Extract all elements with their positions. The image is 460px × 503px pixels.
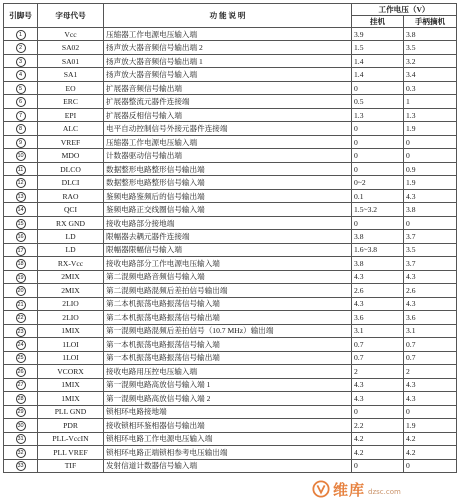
table-row <box>4 162 457 175</box>
symbol-column-header: 字母代号 <box>38 4 104 28</box>
handset-voltage-cell: 4.2 <box>404 446 457 459</box>
symbol-cell: TIF <box>38 459 104 473</box>
pin-number: 1 <box>16 30 26 40</box>
pin-number-cell <box>4 392 38 405</box>
table-row <box>4 338 457 351</box>
pin-number: 31 <box>17 436 24 443</box>
handset-voltage-cell: 1 <box>404 95 457 108</box>
handset-voltage-cell: 4.3 <box>404 378 457 391</box>
function-cell: 数据整形电路整形信号输入端 <box>104 176 352 189</box>
standby-voltage-cell: 0 <box>352 149 404 162</box>
symbol-cell: 1LOI <box>38 351 104 364</box>
pin-number: 28 <box>17 395 24 402</box>
pin-number: 32 <box>17 449 24 456</box>
table-row <box>4 405 457 418</box>
table-row <box>4 419 457 432</box>
pin-number-cell <box>4 324 38 337</box>
symbol-cell: 1MIX <box>38 392 104 405</box>
table-row <box>4 81 457 94</box>
standby-voltage-cell: 1.3 <box>352 108 404 121</box>
symbol-cell: ERC <box>38 95 104 108</box>
pin-number-cell <box>4 162 38 175</box>
symbol-cell: SA02 <box>38 41 104 54</box>
pin-number: 30 <box>17 422 24 429</box>
handset-subheader: 手柄摘机 <box>404 16 457 28</box>
pin-number-cell <box>4 297 38 310</box>
symbol-cell: SA1 <box>38 68 104 81</box>
pin-number-cell <box>4 432 38 445</box>
handset-voltage-cell: 3.5 <box>404 41 457 54</box>
handset-voltage-cell: 3.8 <box>404 203 457 216</box>
table-row <box>4 378 457 391</box>
function-column-header: 功 能 说 明 <box>104 4 352 28</box>
table-row <box>4 297 457 310</box>
standby-voltage-cell: 1.6~3.8 <box>352 243 404 256</box>
pin-number-cell <box>4 446 38 459</box>
pin-number: 24 <box>17 342 24 348</box>
table-row <box>4 108 457 121</box>
function-cell: 扬声放大器音频信号输入端 <box>104 68 352 81</box>
table-row <box>4 392 457 405</box>
function-cell: 限幅器限幅信号输入端 <box>104 243 352 256</box>
pin-number-cell <box>4 108 38 121</box>
handset-voltage-cell: 3.1 <box>404 324 457 337</box>
handset-voltage-cell: 0 <box>404 149 457 162</box>
table-row <box>4 149 457 162</box>
symbol-cell: LD <box>38 243 104 256</box>
pin-number-cell <box>4 68 38 81</box>
function-cell: 第二混频电路混频后差拍信号输出端 <box>104 284 352 297</box>
pin-number-cell <box>4 95 38 108</box>
table-row <box>4 257 457 270</box>
function-cell: 扩展器音频信号输出端 <box>104 81 352 94</box>
handset-voltage-cell: 3.7 <box>404 230 457 243</box>
symbol-cell: PDR <box>38 419 104 432</box>
symbol-cell: SA01 <box>38 54 104 67</box>
standby-voltage-cell: 1.4 <box>352 54 404 67</box>
handset-voltage-cell: 0 <box>404 135 457 148</box>
table-row <box>4 135 457 148</box>
handset-voltage-cell: 2.6 <box>404 284 457 297</box>
table-row <box>4 54 457 67</box>
standby-voltage-cell: 1.5~3.2 <box>352 203 404 216</box>
symbol-cell: 1LOI <box>38 338 104 351</box>
symbol-cell: DLCO <box>38 162 104 175</box>
standby-voltage-cell: 0.7 <box>352 351 404 364</box>
table-row <box>4 68 457 81</box>
handset-voltage-cell: 2 <box>404 365 457 378</box>
table-row <box>4 365 457 378</box>
table-body <box>4 28 457 473</box>
standby-voltage-cell: 3.6 <box>352 311 404 324</box>
pin-number: 18 <box>17 261 24 268</box>
pin-number: 16 <box>17 234 24 241</box>
pin-number: 13 <box>17 193 24 200</box>
pin-number: 23 <box>17 328 24 335</box>
table-row <box>4 216 457 229</box>
handset-voltage-cell: 0 <box>404 405 457 418</box>
standby-voltage-cell: 3.8 <box>352 257 404 270</box>
handset-voltage-cell: 3.4 <box>404 68 457 81</box>
symbol-cell: 2MIX <box>38 284 104 297</box>
function-cell: 第一混频电路高放信号输入端 2 <box>104 392 352 405</box>
standby-voltage-cell: 4.3 <box>352 297 404 310</box>
handset-voltage-cell: 4.3 <box>404 270 457 283</box>
pin-number-cell <box>4 122 38 135</box>
pin-number: 33 <box>17 463 24 470</box>
pin-number-cell <box>4 459 38 473</box>
pin-function-table <box>3 3 457 473</box>
standby-voltage-cell: 0~2 <box>352 176 404 189</box>
function-cell: 第二混频电路音频信号输入端 <box>104 270 352 283</box>
standby-voltage-cell: 2 <box>352 365 404 378</box>
handset-voltage-cell: 1.9 <box>404 122 457 135</box>
pin-number: 29 <box>17 409 24 416</box>
standby-voltage-cell: 0.5 <box>352 95 404 108</box>
symbol-cell: LD <box>38 230 104 243</box>
table-row <box>4 311 457 324</box>
pin-number-cell <box>4 41 38 54</box>
table-row <box>4 176 457 189</box>
symbol-cell: PLL-VccIN <box>38 432 104 445</box>
symbol-cell: VCORX <box>38 365 104 378</box>
pin-number: 26 <box>17 368 24 375</box>
handset-voltage-cell: 3.2 <box>404 54 457 67</box>
pin-number-cell <box>4 243 38 256</box>
watermark <box>312 478 401 500</box>
function-cell: 数据整形电路整形信号输出端 <box>104 162 352 175</box>
pin-number: 25 <box>17 355 24 362</box>
function-cell: 接收电路部分工作电源电压输入端 <box>104 257 352 270</box>
handset-voltage-cell: 0.9 <box>404 162 457 175</box>
table-row <box>4 122 457 135</box>
standby-voltage-cell: 2.6 <box>352 284 404 297</box>
standby-voltage-cell: 3.8 <box>352 230 404 243</box>
pin-number: 20 <box>17 288 24 295</box>
pin-number: 2 <box>16 43 26 53</box>
table-row <box>4 189 457 202</box>
pin-number-cell <box>4 311 38 324</box>
standby-voltage-cell: 3.1 <box>352 324 404 337</box>
pin-number: 5 <box>16 84 26 94</box>
table-header <box>4 4 457 28</box>
function-cell: 扩展器反相信号输入端 <box>104 108 352 121</box>
function-cell: 电平自动控制信号外接元器件连接端 <box>104 122 352 135</box>
pin-number: 7 <box>16 111 26 121</box>
standby-voltage-cell: 0.1 <box>352 189 404 202</box>
handset-voltage-cell: 4.3 <box>404 392 457 405</box>
function-cell: 发射信道计数器信号输入端 <box>104 459 352 473</box>
function-cell: 压缩器工作电源电压输入端 <box>104 28 352 41</box>
handset-voltage-cell: 4.3 <box>404 189 457 202</box>
function-cell: 第一混频电路高放信号输入端 1 <box>104 378 352 391</box>
pin-number: 6 <box>16 97 26 107</box>
function-cell: 接收锁相环鉴相器信号输出端 <box>104 419 352 432</box>
function-cell: 压缩器工作电源电压输入端 <box>104 135 352 148</box>
symbol-cell: MDO <box>38 149 104 162</box>
pin-number-cell <box>4 54 38 67</box>
pin-number-cell <box>4 176 38 189</box>
table-row <box>4 432 457 445</box>
pin-number: 19 <box>17 274 24 281</box>
function-cell: 第一本机振荡电路振荡信号输出端 <box>104 351 352 364</box>
standby-voltage-cell: 4.3 <box>352 378 404 391</box>
pin-number: 27 <box>17 382 24 389</box>
pin-number-cell <box>4 365 38 378</box>
symbol-cell: RAO <box>38 189 104 202</box>
function-cell: 鉴频电路鉴频后的信号输出端 <box>104 189 352 202</box>
pin-number-cell <box>4 351 38 364</box>
pin-number-cell <box>4 203 38 216</box>
function-cell: 扬声放大器音频信号输出端 2 <box>104 41 352 54</box>
table-row <box>4 284 457 297</box>
table-row <box>4 351 457 364</box>
function-cell: 锁相环电路接地端 <box>104 405 352 418</box>
pin-number: 14 <box>17 207 24 214</box>
table-row <box>4 243 457 256</box>
function-cell: 锁相环电路正端锁相参考电压输出端 <box>104 446 352 459</box>
symbol-cell: ALC <box>38 122 104 135</box>
symbol-cell: 2LIO <box>38 311 104 324</box>
standby-voltage-cell: 4.3 <box>352 270 404 283</box>
pin-number: 11 <box>16 165 26 175</box>
handset-voltage-cell: 1.9 <box>404 176 457 189</box>
table-row <box>4 446 457 459</box>
pin-number-cell <box>4 419 38 432</box>
standby-voltage-cell: 0 <box>352 459 404 473</box>
pin-number: 17 <box>17 247 24 254</box>
pin-number: 12 <box>17 180 24 187</box>
symbol-cell: QCI <box>38 203 104 216</box>
symbol-cell: EPI <box>38 108 104 121</box>
pin-number-cell <box>4 284 38 297</box>
pin-number-cell <box>4 378 38 391</box>
handset-voltage-cell: 4.3 <box>404 297 457 310</box>
function-cell: 扩展器整流元器件连接端 <box>104 95 352 108</box>
handset-voltage-cell: 3.7 <box>404 257 457 270</box>
table-row <box>4 324 457 337</box>
table-row <box>4 270 457 283</box>
pin-number-cell <box>4 28 38 41</box>
pin-number-cell <box>4 338 38 351</box>
watermark-url: dzsc.com <box>368 488 401 496</box>
standby-voltage-cell: 0 <box>352 135 404 148</box>
symbol-cell: 2MIX <box>38 270 104 283</box>
handset-voltage-cell: 3.6 <box>404 311 457 324</box>
function-cell: 鉴频电路正交线圈信号输入端 <box>104 203 352 216</box>
standby-voltage-cell: 0 <box>352 122 404 135</box>
symbol-cell: EO <box>38 81 104 94</box>
standby-voltage-cell: 4.3 <box>352 392 404 405</box>
symbol-cell: Vcc <box>38 28 104 41</box>
symbol-cell: 1MIX <box>38 378 104 391</box>
pin-number-cell <box>4 149 38 162</box>
pin-column-header: 引脚号 <box>4 4 38 28</box>
handset-voltage-cell: 0.7 <box>404 351 457 364</box>
standby-subheader: 挂机 <box>352 16 404 28</box>
pin-number: 21 <box>17 301 24 308</box>
function-cell: 限幅器去耦元器件连接端 <box>104 230 352 243</box>
function-cell: 第二本机振荡电路振荡信号输出端 <box>104 311 352 324</box>
handset-voltage-cell: 1.3 <box>404 108 457 121</box>
function-cell: 扬声放大器音频信号输出端 1 <box>104 54 352 67</box>
pin-number: 4 <box>16 70 26 80</box>
pin-number: 22 <box>17 315 24 322</box>
pin-number: 15 <box>17 220 24 227</box>
pin-number: 8 <box>16 124 26 134</box>
handset-voltage-cell: 0 <box>404 216 457 229</box>
handset-voltage-cell: 0.7 <box>404 338 457 351</box>
pin-number: 10 <box>17 153 24 160</box>
pin-number-cell <box>4 257 38 270</box>
standby-voltage-cell: 3.9 <box>352 28 404 41</box>
handset-voltage-cell: 0.3 <box>404 81 457 94</box>
symbol-cell: 2LIO <box>38 297 104 310</box>
handset-voltage-cell: 0 <box>404 459 457 473</box>
symbol-cell: RX-Vcc <box>38 257 104 270</box>
function-cell: 第一本机振荡电路振荡信号输入端 <box>104 338 352 351</box>
watermark-logo-icon <box>312 480 330 498</box>
standby-voltage-cell: 0 <box>352 162 404 175</box>
function-cell: 第二本机振荡电路振荡信号输入端 <box>104 297 352 310</box>
standby-voltage-cell: 4.2 <box>352 446 404 459</box>
pin-number-cell <box>4 230 38 243</box>
table-row <box>4 203 457 216</box>
pin-number: 3 <box>16 57 26 67</box>
voltage-column-header: 工作电压（V） <box>352 4 457 16</box>
standby-voltage-cell: 0 <box>352 81 404 94</box>
standby-voltage-cell: 0.7 <box>352 338 404 351</box>
symbol-cell: 1MIX <box>38 324 104 337</box>
pin-number-cell <box>4 135 38 148</box>
handset-voltage-cell: 4.2 <box>404 432 457 445</box>
function-cell: 锁相环电路工作电源电压输入端 <box>104 432 352 445</box>
pin-number-cell <box>4 189 38 202</box>
pin-number: 9 <box>16 138 26 148</box>
function-cell: 第一混频电路混频后差拍信号（10.7 MHz）输出端 <box>104 324 352 337</box>
table-row <box>4 95 457 108</box>
standby-voltage-cell: 1.4 <box>352 68 404 81</box>
pin-number-cell <box>4 405 38 418</box>
standby-voltage-cell: 2.2 <box>352 419 404 432</box>
pin-number-cell <box>4 81 38 94</box>
symbol-cell: VREF <box>38 135 104 148</box>
function-cell: 接收电路部分接地端 <box>104 216 352 229</box>
standby-voltage-cell: 0 <box>352 405 404 418</box>
handset-voltage-cell: 3.8 <box>404 28 457 41</box>
symbol-cell: RX GND <box>38 216 104 229</box>
standby-voltage-cell: 0 <box>352 216 404 229</box>
function-cell: 计数器驱动信号输出端 <box>104 149 352 162</box>
function-cell: 接收电路用压控电压输入端 <box>104 365 352 378</box>
table-row <box>4 230 457 243</box>
standby-voltage-cell: 4.2 <box>352 432 404 445</box>
table-row <box>4 459 457 473</box>
symbol-cell: DLCI <box>38 176 104 189</box>
pin-number-cell <box>4 270 38 283</box>
table-row <box>4 41 457 54</box>
watermark-text: 维库 <box>333 480 366 499</box>
handset-voltage-cell: 3.5 <box>404 243 457 256</box>
symbol-cell: PLL VREF <box>38 446 104 459</box>
symbol-cell: PLL GND <box>38 405 104 418</box>
handset-voltage-cell: 1.9 <box>404 419 457 432</box>
table-row <box>4 28 457 41</box>
standby-voltage-cell: 1.5 <box>352 41 404 54</box>
pin-number-cell <box>4 216 38 229</box>
